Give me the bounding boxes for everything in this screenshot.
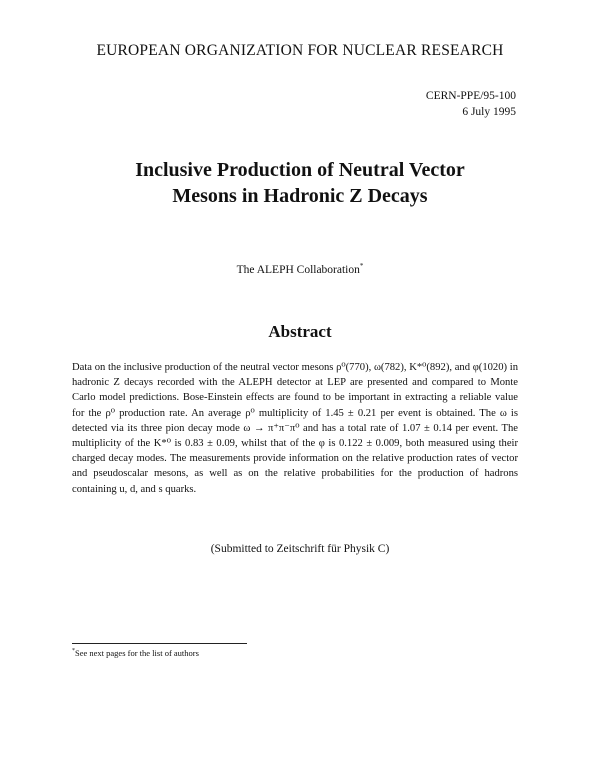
submission-note: (Submitted to Zeitschrift für Physik C)	[210, 543, 390, 555]
author-line	[0, 262, 600, 276]
footnote-divider	[72, 643, 247, 644]
author-name: The ALEPH Collaboration	[236, 263, 360, 276]
title-line-1: Inclusive Production of Neutral Vector	[135, 159, 465, 181]
footnote-text: See next pages for the list of authors	[75, 648, 199, 658]
footnote	[72, 648, 199, 658]
report-info	[426, 88, 516, 120]
abstract-text: Data on the inclusive production of the neutral vector mesons ρ⁰(770), ω(782), K*⁰(892), and φ(1020) in hadronic Z decays recorded with the ALEPH detector at LEP are presented and compared to Monte Carlo model predictions. Bose-Einstein effects are found to be important in extracting a reliable value for the ρ⁰ production rate. An average ρ⁰ multiplicity of 1.45 ± 0.21 per event is obtained. The ω is detected via its three pion decay mode ω → π⁺π⁻π⁰ and has a total rate of 1.07 ± 0.14 per event. The multiplicity of the K*⁰ is 0.83 ± 0.09, whilst that of the φ is 0.122 ± 0.009, both measured using their charged decay modes. The measurements provide information on the relative production rates of vector and pseudoscalar mesons, as well as on the relative probabilities for the production of hadrons containing u, d, and s quarks.	[72, 362, 518, 495]
title-line-2: Mesons in Hadronic Z Decays	[172, 185, 428, 207]
report-date: 6 July 1995	[462, 106, 516, 118]
paper-title	[0, 157, 600, 209]
author-footnote-marker: *	[359, 262, 364, 270]
organization-name: EUROPEAN ORGANIZATION FOR NUCLEAR RESEARCH	[96, 42, 504, 59]
footnote-marker: *	[72, 648, 75, 655]
abstract-heading: Abstract	[268, 322, 332, 341]
report-number: CERN-PPE/95-100	[425, 90, 516, 102]
